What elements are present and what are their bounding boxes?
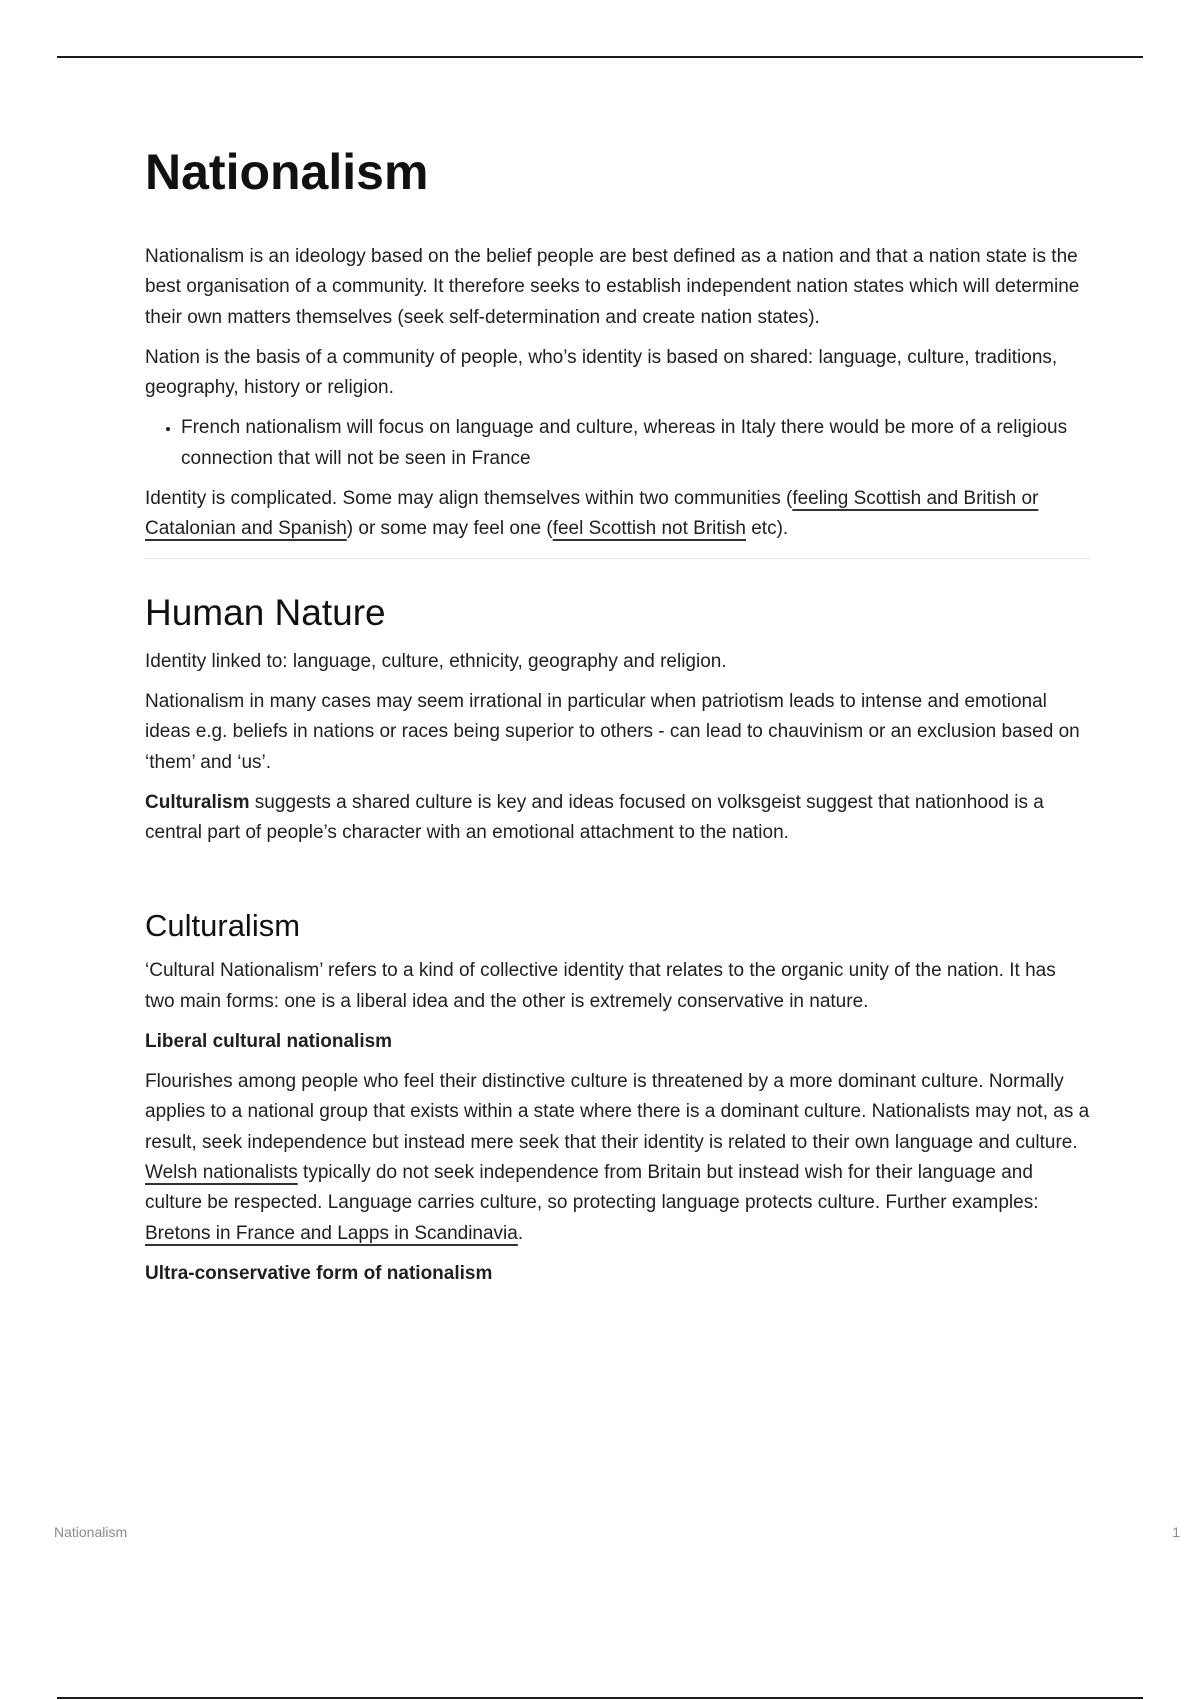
intro-bullet-list [145, 413, 1090, 474]
page-title: Nationalism [145, 144, 429, 200]
heading-culturalism: Culturalism [145, 908, 301, 944]
subheading-ultra-conservative: Ultra-conservative form of nationalism [145, 1262, 493, 1284]
human-nature-paragraph-3 [145, 788, 1090, 849]
heading-human-nature: Human Nature [145, 591, 386, 633]
intro-paragraph-3 [145, 484, 1090, 545]
text-run: Identity is complicated. Some may align themselves within two communities ( [145, 488, 793, 510]
text-run: . [517, 1222, 524, 1244]
underlined-phrase-dual-identity: feeling Scottish and British or Catalonian and Spanish [145, 488, 1039, 540]
subheading-liberal-cultural-nationalism: Liberal cultural nationalism [145, 1031, 393, 1053]
underlined-phrase-single-identity: feel Scottish not British [552, 518, 746, 540]
text-run: ) or some may feel one ( [346, 518, 553, 540]
document-body [145, 140, 1090, 1299]
text-run: etc). [745, 518, 789, 540]
text-run: typically do not seek independence from Britain but instead wish for their language and culture be respected. Language carries culture, so protecting language protects culture. Further examples: [145, 1161, 1039, 1214]
footer-document-label: Nationalism [54, 1524, 128, 1540]
culturalism-paragraph-2 [145, 1067, 1090, 1249]
underlined-phrase-bretons-lapps: Bretons in France and Lapps in Scandinavia [145, 1222, 518, 1244]
human-nature-paragraph-2: Nationalism in many cases may seem irrational in particular when patriotism leads to intense and emotional ideas e.g. beliefs in nations or races being superior to others - can lead to chauvinism or an exclusion based on ‘them’ and ‘us’. [145, 690, 1080, 773]
intro-paragraph-2: Nation is the basis of a community of people, who’s identity is based on shared: language, culture, traditions, geography, history or religion. [145, 346, 1058, 399]
text-run: suggests a shared culture is key and ideas focused on volksgeist suggest that nationhood is a central part of people’s character with an emotional attachment to the nation. [145, 791, 1044, 844]
top-rule [57, 56, 1143, 58]
footer-page-number: 1 [1172, 1524, 1180, 1540]
bottom-rule [57, 1697, 1143, 1699]
text-run: Flourishes among people who feel their distinctive culture is threatened by a more dominant culture. Normally applies to a national group that exists within a state where there is a dominant culture. Nationalists may not, as a result, seek independence but instead mere seek that their identity is related to their own language and culture. [145, 1071, 1090, 1153]
culturalism-paragraph-1: ‘Cultural Nationalism’ refers to a kind of collective identity that relates to the organic unity of the nation. It has two main forms: one is a liberal idea and the other is extremely conservative in nature. [145, 960, 1056, 1012]
section-divider [145, 558, 1090, 559]
underlined-phrase-welsh: Welsh nationalists [145, 1161, 298, 1183]
spacer [145, 858, 1090, 906]
list-item: • French nationalism will focus on language and culture, whereas in Italy there would be more of a religious connection that will not be seen in France [181, 413, 1090, 474]
human-nature-paragraph-1: Identity linked to: language, culture, ethnicity, geography and religion. [145, 650, 727, 672]
intro-paragraph-1: Nationalism is an ideology based on the belief people are best defined as a nation and that a nation state is the best organisation of a community. It therefore seeks to establish independent nation states which will determine their own matters themselves (seek self-determination and create nation states). [145, 246, 1080, 328]
bold-term-culturalism: Culturalism [145, 791, 250, 813]
